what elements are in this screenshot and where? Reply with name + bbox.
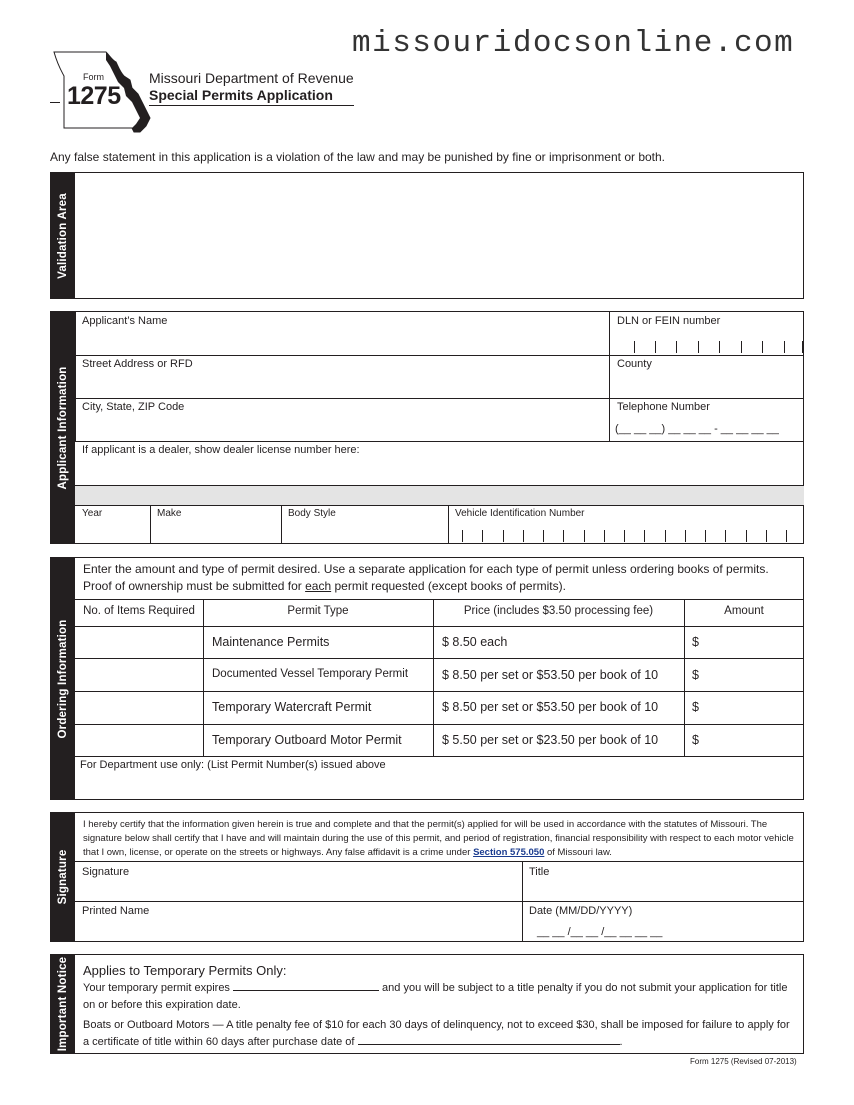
form-title: Special Permits Application (149, 87, 333, 103)
validation-section (50, 172, 804, 299)
body-style-label: Body Style (288, 508, 336, 519)
permit-price: $ 8.50 per set or $53.50 per book of 10 (442, 668, 659, 682)
section-label: Validation Area (51, 173, 75, 298)
notice-expiration-text: Your temporary permit expires and you will be subject to a title penalty if you do not submit your application for title on or before this expiration date. (83, 982, 788, 1011)
signature-section (50, 812, 804, 942)
ordering-instruction-1: Enter the amount and type of permit desired. Use a separate application for each type of permit unless ordering books of permits. (83, 562, 769, 576)
street-address-label: Street Address or RFD (82, 358, 193, 370)
make-label: Make (157, 508, 182, 519)
purchase-item-blank[interactable] (358, 1034, 620, 1045)
form-revision: Form 1275 (Revised 07-2013) (690, 1057, 797, 1066)
quantity-input[interactable] (75, 659, 203, 691)
permit-type: Temporary Outboard Motor Permit (212, 733, 402, 747)
city-state-zip-label: City, State, ZIP Code (82, 401, 185, 413)
vin-label: Vehicle Identification Number (455, 508, 585, 519)
table-row (75, 691, 804, 724)
table-row (75, 658, 804, 691)
telephone-format: (__ __ __) __ __ __ - __ __ __ __ (615, 423, 779, 435)
dln-fein-field[interactable] (609, 312, 804, 355)
form-word: Form (83, 72, 104, 82)
year-label: Year (82, 508, 103, 519)
permit-amount[interactable]: $ (692, 700, 699, 714)
watermark-text: missouridocsonline.com (352, 26, 795, 61)
certification-text: I hereby certify that the information given herein is true and complete and that the permit(s) applied for will be used in accordance with the statutes of Missouri. The signature below shall certify that I have and will maintain during the use of this permit, and period of registration, financial responsibility with respect to each motor vehicle that I own, license, or operate on the streets or highways. Any false affidavit is a crime under Section 575.050 of Missouri law. (83, 819, 794, 858)
dealer-license-label: If applicant is a dealer, show dealer license number here: (82, 444, 360, 456)
dln-fein-label: DLN or FEIN number (617, 315, 721, 327)
quantity-input[interactable] (75, 627, 203, 658)
header-amount: Amount (724, 605, 764, 617)
date-format: __ __ /__ __ /__ __ __ __ (537, 926, 663, 938)
permit-price: $ 8.50 each (442, 635, 508, 649)
header-no-items: No. of Items Required (83, 605, 195, 617)
header-dash (50, 102, 60, 103)
title-field[interactable] (522, 861, 804, 901)
permit-type: Temporary Watercraft Permit (212, 700, 372, 714)
permit-price: $ 5.50 per set or $23.50 per book of 10 (442, 733, 659, 747)
section-label: Important Notice (51, 955, 75, 1053)
applicant-name-field[interactable] (75, 312, 609, 355)
table-row (75, 724, 804, 756)
expiration-date-blank[interactable] (233, 980, 379, 991)
quantity-input[interactable] (75, 692, 203, 724)
applicant-name-label: Applicant’s Name (82, 315, 168, 327)
ordering-section (50, 557, 804, 800)
header-permit-type: Permit Type (287, 605, 349, 617)
title-label: Title (529, 866, 550, 878)
form-number: 1275 (67, 82, 121, 110)
section-label: Applicant Information (51, 312, 75, 543)
signature-field[interactable] (75, 861, 522, 901)
grey-band (75, 485, 804, 505)
applicant-section (50, 311, 804, 544)
permit-amount[interactable]: $ (692, 668, 699, 682)
quantity-input[interactable] (75, 725, 203, 756)
notice-penalty-text: Boats or Outboard Motors — A title penalty fee of $10 for each 30 days of delinquency, not to exceed $30, shall be imposed for failure to apply for a certificate of title within 60 days after purchase date of . (83, 1019, 790, 1048)
county-label: County (617, 358, 652, 370)
signature-field-label: Signature (82, 866, 130, 878)
permit-price: $ 8.50 per set or $53.50 per book of 10 (442, 700, 659, 714)
printed-name-label: Printed Name (82, 905, 150, 917)
section-label: Signature (51, 813, 75, 941)
section-label: Ordering Information (51, 558, 75, 799)
permit-type: Documented Vessel Temporary Permit (212, 668, 409, 680)
department-use-label: For Department use only: (List Permit Number(s) issued above (80, 759, 386, 771)
date-label: Date (MM/DD/YYYY) (529, 905, 633, 917)
permit-amount[interactable]: $ (692, 635, 699, 649)
header-price: Price (includes $3.50 processing fee) (463, 605, 654, 617)
important-notice-section (50, 954, 804, 1054)
ordering-instruction-2: Proof of ownership must be submitted for each permit requested (except books of permits). (83, 579, 566, 593)
table-row (75, 626, 804, 658)
title-rule (149, 105, 354, 106)
permit-amount[interactable]: $ (692, 733, 699, 747)
department-name: Missouri Department of Revenue (149, 70, 354, 86)
notice-title: Applies to Temporary Permits Only: (83, 963, 287, 978)
telephone-label: Telephone Number (617, 401, 710, 413)
permit-type: Maintenance Permits (212, 635, 330, 649)
statute-link[interactable]: Section 575.050 (473, 847, 545, 858)
false-statement-warning: Any false statement in this application is a violation of the law and may be punished by fine or imprisonment or both. (50, 150, 666, 164)
